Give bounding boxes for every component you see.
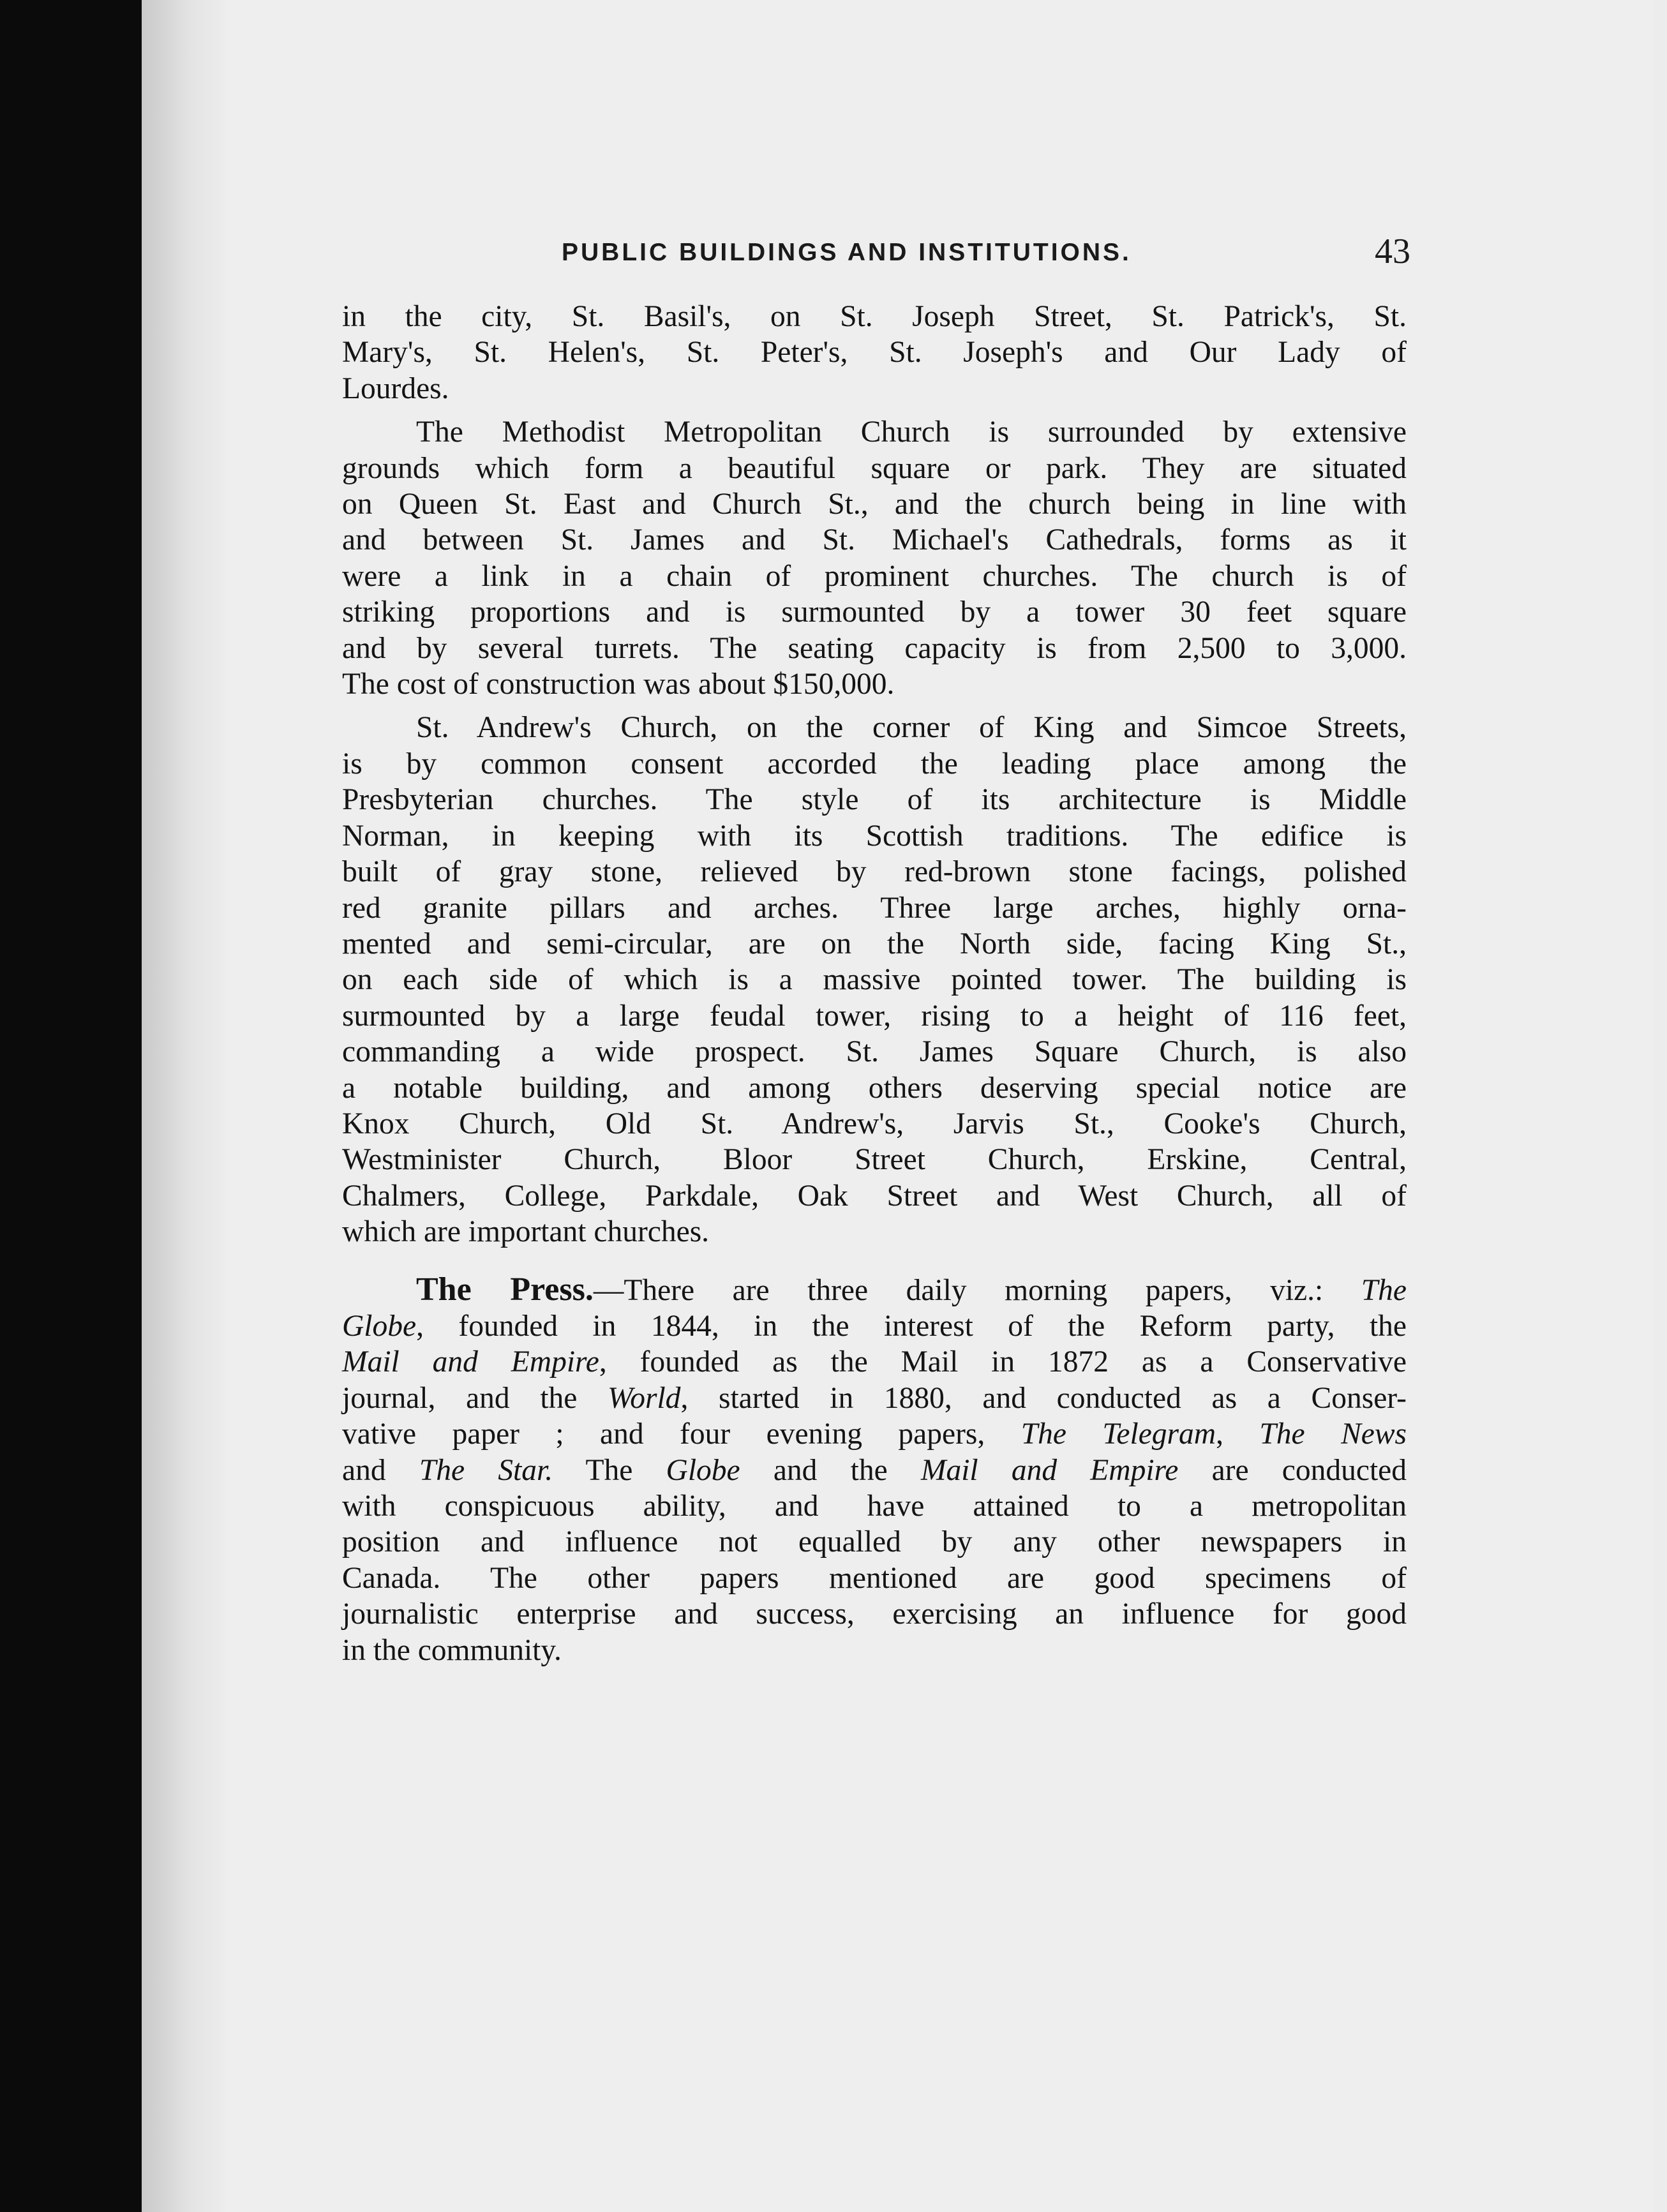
paragraph-catholic-churches: [342, 299, 1407, 407]
text-line: Canada. The other papers mentioned are good specimens of: [342, 1561, 1407, 1595]
page-number: 43: [1375, 232, 1410, 271]
text-line: a notable building, and among others deserving special notice are: [342, 1071, 1407, 1105]
book-binding-edge: [0, 0, 142, 2212]
text-line: built of gray stone, relieved by red-brown stone facings, polished: [342, 855, 1407, 889]
text-line: The Methodist Metropolitan Church is surrounded by extensive: [416, 415, 1407, 449]
text-line: which are important churches.: [342, 1215, 710, 1249]
text-line: [342, 1416, 1407, 1452]
paragraph-methodist-church: [342, 414, 1407, 702]
text-run: and the: [773, 1453, 888, 1487]
text-line: red granite pillars and arches. Three large arches, highly orna-: [342, 891, 1407, 925]
text-line: striking proportions and is surmounted by a tower 30 feet square: [342, 595, 1407, 629]
text-line: Westminister Church, Bloor Street Church, Erskine, Central,: [342, 1143, 1407, 1177]
text-line: in the city, St. Basil's, on St. Joseph Street, St. Patrick's, St.: [342, 300, 1407, 333]
text-line: were a link in a chain of prominent churches. The church is of: [342, 559, 1407, 593]
text-run: ,: [1216, 1417, 1223, 1451]
section-heading-the-press: The Press.: [416, 1271, 594, 1308]
text-line: The cost of construction was about $150,000.: [342, 668, 895, 701]
text-line: mented and semi-circular, are on the North side, facing King St.,: [342, 927, 1407, 960]
paragraph-st-andrews-church: [342, 710, 1407, 1250]
text-run: and: [342, 1453, 386, 1487]
italic-run: Mail and Empire: [342, 1345, 599, 1379]
italic-run: The Star.: [419, 1453, 553, 1487]
text-line: and between St. James and St. Michael's Cathedrals, forms as it: [342, 523, 1407, 557]
italic-run: Mail and Empire: [920, 1453, 1179, 1487]
text-line: Norman, in keeping with its Scottish traditions. The edifice is: [342, 819, 1407, 853]
text-run: , started in 1880, and conducted as a Conser-: [680, 1381, 1407, 1415]
italic-run: World: [608, 1381, 681, 1415]
text-line: [342, 1308, 1407, 1344]
text-line: St. Andrew's Church, on the corner of King and Simcoe Streets,: [416, 711, 1407, 745]
page-header: [562, 231, 1410, 276]
text-run: , founded in 1844, in the interest of the Reform party, the: [416, 1309, 1407, 1343]
running-title: PUBLIC BUILDINGS AND INSTITUTIONS.: [562, 239, 1132, 266]
text-run: The: [585, 1453, 633, 1487]
italic-run: The News: [1259, 1417, 1407, 1451]
text-line: [342, 1272, 1407, 1308]
italic-run: Globe: [342, 1309, 417, 1343]
text-run: —There are three daily morning papers, viz.:: [593, 1273, 1324, 1307]
text-line: surmounted by a large feudal tower, rising to a height of 116 feet,: [342, 999, 1407, 1033]
italic-run: Globe: [666, 1453, 740, 1487]
text-line: Presbyterian churches. The style of its architecture is Middle: [342, 783, 1407, 817]
text-line: and by several turrets. The seating capacity is from 2,500 to 3,000.: [342, 631, 1407, 665]
text-run: are conducted: [1211, 1453, 1407, 1487]
text-line: journalistic enterprise and success, exercising an influence for good: [342, 1597, 1407, 1631]
text-line: [342, 1380, 1407, 1416]
text-run: journal, and the: [342, 1381, 578, 1415]
text-line: position and influence not equalled by any other newspapers in: [342, 1525, 1407, 1559]
text-line: Chalmers, College, Parkdale, Oak Street and West Church, all of: [342, 1179, 1407, 1213]
page-gutter: [142, 0, 225, 2212]
page-body: [342, 299, 1407, 1668]
text-line: in the community.: [342, 1633, 562, 1667]
italic-run: The: [1361, 1273, 1407, 1307]
text-run: , founded as the Mail in 1872 as a Conservative: [599, 1345, 1407, 1379]
text-line: [342, 1453, 1407, 1488]
text-line: on Queen St. East and Church St., and the church being in line with: [342, 488, 1407, 521]
text-line: commanding a wide prospect. St. James Square Church, is also: [342, 1035, 1407, 1069]
italic-run: The Telegram: [1020, 1417, 1216, 1451]
text-line: Mary's, St. Helen's, St. Peter's, St. Joseph's and Our Lady of: [342, 336, 1407, 370]
text-line: with conspicuous ability, and have attained to a metropolitan: [342, 1490, 1407, 1523]
paragraph-the-press: [342, 1272, 1407, 1668]
text-line: on each side of which is a massive pointed tower. The building is: [342, 963, 1407, 997]
text-line: Lourdes.: [342, 371, 449, 405]
text-line: Knox Church, Old St. Andrew's, Jarvis St., Cooke's Church,: [342, 1107, 1407, 1140]
text-line: grounds which form a beautiful square or park. They are situated: [342, 451, 1407, 485]
text-run: vative paper ; and four evening papers,: [342, 1417, 985, 1451]
text-line: is by common consent accorded the leading place among the: [342, 747, 1407, 781]
text-line: [342, 1344, 1407, 1380]
